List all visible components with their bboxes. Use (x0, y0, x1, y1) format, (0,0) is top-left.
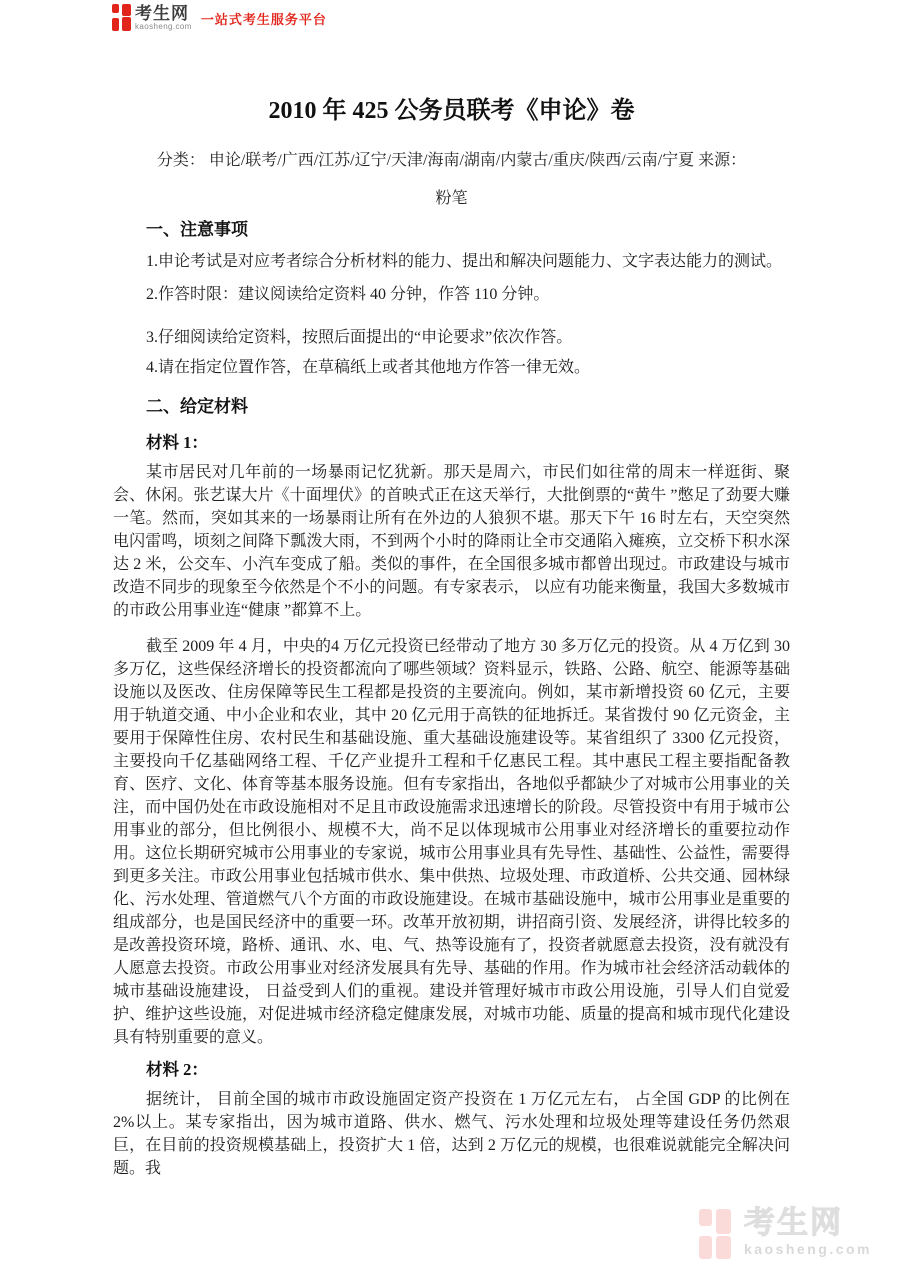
notice-item-3: 3.仔细阅读给定资料，按照后面提出的“申论要求”依次作答。 (146, 329, 573, 346)
doc-meta (113, 142, 790, 218)
section-heading-notice: 一、注意事项 (146, 220, 248, 239)
kaosheng-watermark (699, 1207, 872, 1259)
brand-slogan: 一站式考生服务平台 (200, 12, 327, 27)
document-content (113, 0, 790, 1180)
notice-item-2: 2.作答时限：建议阅读给定资料 40 分钟，作答 110 分钟。 (146, 286, 550, 303)
watermark-site-domain: kaosheng.com (743, 1241, 872, 1257)
watermark-text (744, 1207, 872, 1256)
doc-meta-categories: 分类： 申论/联考/广西/江苏/辽宁/天津/海南/湖南/内蒙古/重庆/陕西/云南/宁夏 来源： (156, 152, 747, 169)
watermark-site-name: 考生网 (743, 1205, 843, 1240)
page-title: 2010 年 425 公务员联考《申论》卷 (268, 98, 635, 124)
material-2-paragraph-1: 据统计， 目前全国的城市市政设施固定资产投资在 1 万亿元左右， 占全国 GDP 的比例在 2%以上。某专家指出，因为城市道路、供水、燃气、污水处理和垃圾处理等建设任务仍然艰巨，在目前的投资规模基础上，投资扩大 1 倍，达到 2 万亿元的规模，也很难说就能完全解决问题。我 (113, 1091, 790, 1177)
kaosheng-watermark-icon (699, 1209, 731, 1259)
notice-item-1: 1.申论考试是对应考者综合分析材料的能力、提出和解决问题能力、文字表达能力的测试。 (146, 253, 783, 270)
notice-item-4: 4.请在指定位置作答，在草稿纸上或者其他地方作答一律无效。 (146, 359, 591, 376)
logo-site-name: 考生网 (135, 4, 189, 23)
doc-meta-source: 粉笔 (435, 190, 468, 207)
section-heading-materials: 二、给定材料 (146, 397, 248, 416)
material-2-label: 材料 2： (146, 1060, 208, 1079)
material-1-paragraph-1: 某市居民对几年前的一场暴雨记忆犹新。那天是周六，市民们如往常的周末一样逛街、聚会、休闲。张艺谋大片《十面埋伏》的首映式正在这天举行，大批倒票的“黄牛 ”憋足了劲要大赚一笔。然而，突如其来的一场暴雨让所有在外边的人狼狈不堪。那天下午 16 时左右，天空突然电闪雷鸣，顷刻之间降下瓢泼大雨，不到两个小时的降雨让全市交通陷入瘫痪，立交桥下积水深达 2 米，公交车、小汽车变成了船。类似的事件，在全国很多城市都曾出现过。市政建设与城市改造不同步的现象至今依然是个不小的问题。有专家表示， 以应有功能来衡量，我国大多数城市的市政公用事业连“健康 ”都算不上。 (113, 464, 790, 619)
material-1-label: 材料 1： (146, 433, 208, 452)
material-1-paragraph-2: 截至 2009 年 4 月，中央的4 万亿元投资已经带动了地方 30 多万亿元的投资。从 4 万亿到 30 多万亿，这些保经济增长的投资都流向了哪些领域？资料显示，铁路、公路、航空、能源等基础设施以及医改、住房保障等民生工程都是投资的主要流向。例如，某市新增投资 60 亿元，主要用于轨道交通、中小企业和农业，其中 20 亿元用于高铁的征地拆迁。某省拨付 90 亿元资金，主要用于保障性住房、农村民生和基础设施、重大基础设施建设等。某省组织了 3300 亿元投资，主要投向千亿基础网络工程、千亿产业提升工程和千亿惠民工程。其中惠民工程主要指配备教育、医疗、文化、体育等基本服务设施。但有专家指出，各地似乎都缺少了对城市公用事业的关注，而中国仍处在市政设施相对不足且市政设施需求迅速增长的阶段。尽管投资中有用于城市公用事业的部分，但比例很小、规模不大，尚不足以体现城市公用事业对经济增长的重要拉动作用。这位长期研究城市公用事业的专家说，城市公用事业具有先导性、基础性、公益性，需要得到更多关注。市政公用事业包括城市供水、集中供热、垃圾处理、市政道桥、公共交通、园林绿化、污水处理、管道燃气八个方面的市政设施建设。在城市基础设施中，城市公用事业是重要的组成部分，也是国民经济中的重要一环。改革开放初期，讲招商引资、发展经济，讲得比较多的是改善投资环境，路桥、通讯、水、电、气、热等设施有了，投资者就愿意去投资，没有就没有人愿意去投资。市政公用事业对经济发展具有先导、基础的作用。作为城市社会经济活动载体的城市基础设施建设， 日益受到人们的重视。建设并管理好城市市政公用设施，引导人们自觉爱护、维护这些设施，对促进城市经济稳定健康发展，对城市功能、质量的提高和城市现代化建设具有特别重要的意义。 (113, 638, 790, 1046)
logo-site-domain: kaosheng.com (135, 22, 192, 31)
